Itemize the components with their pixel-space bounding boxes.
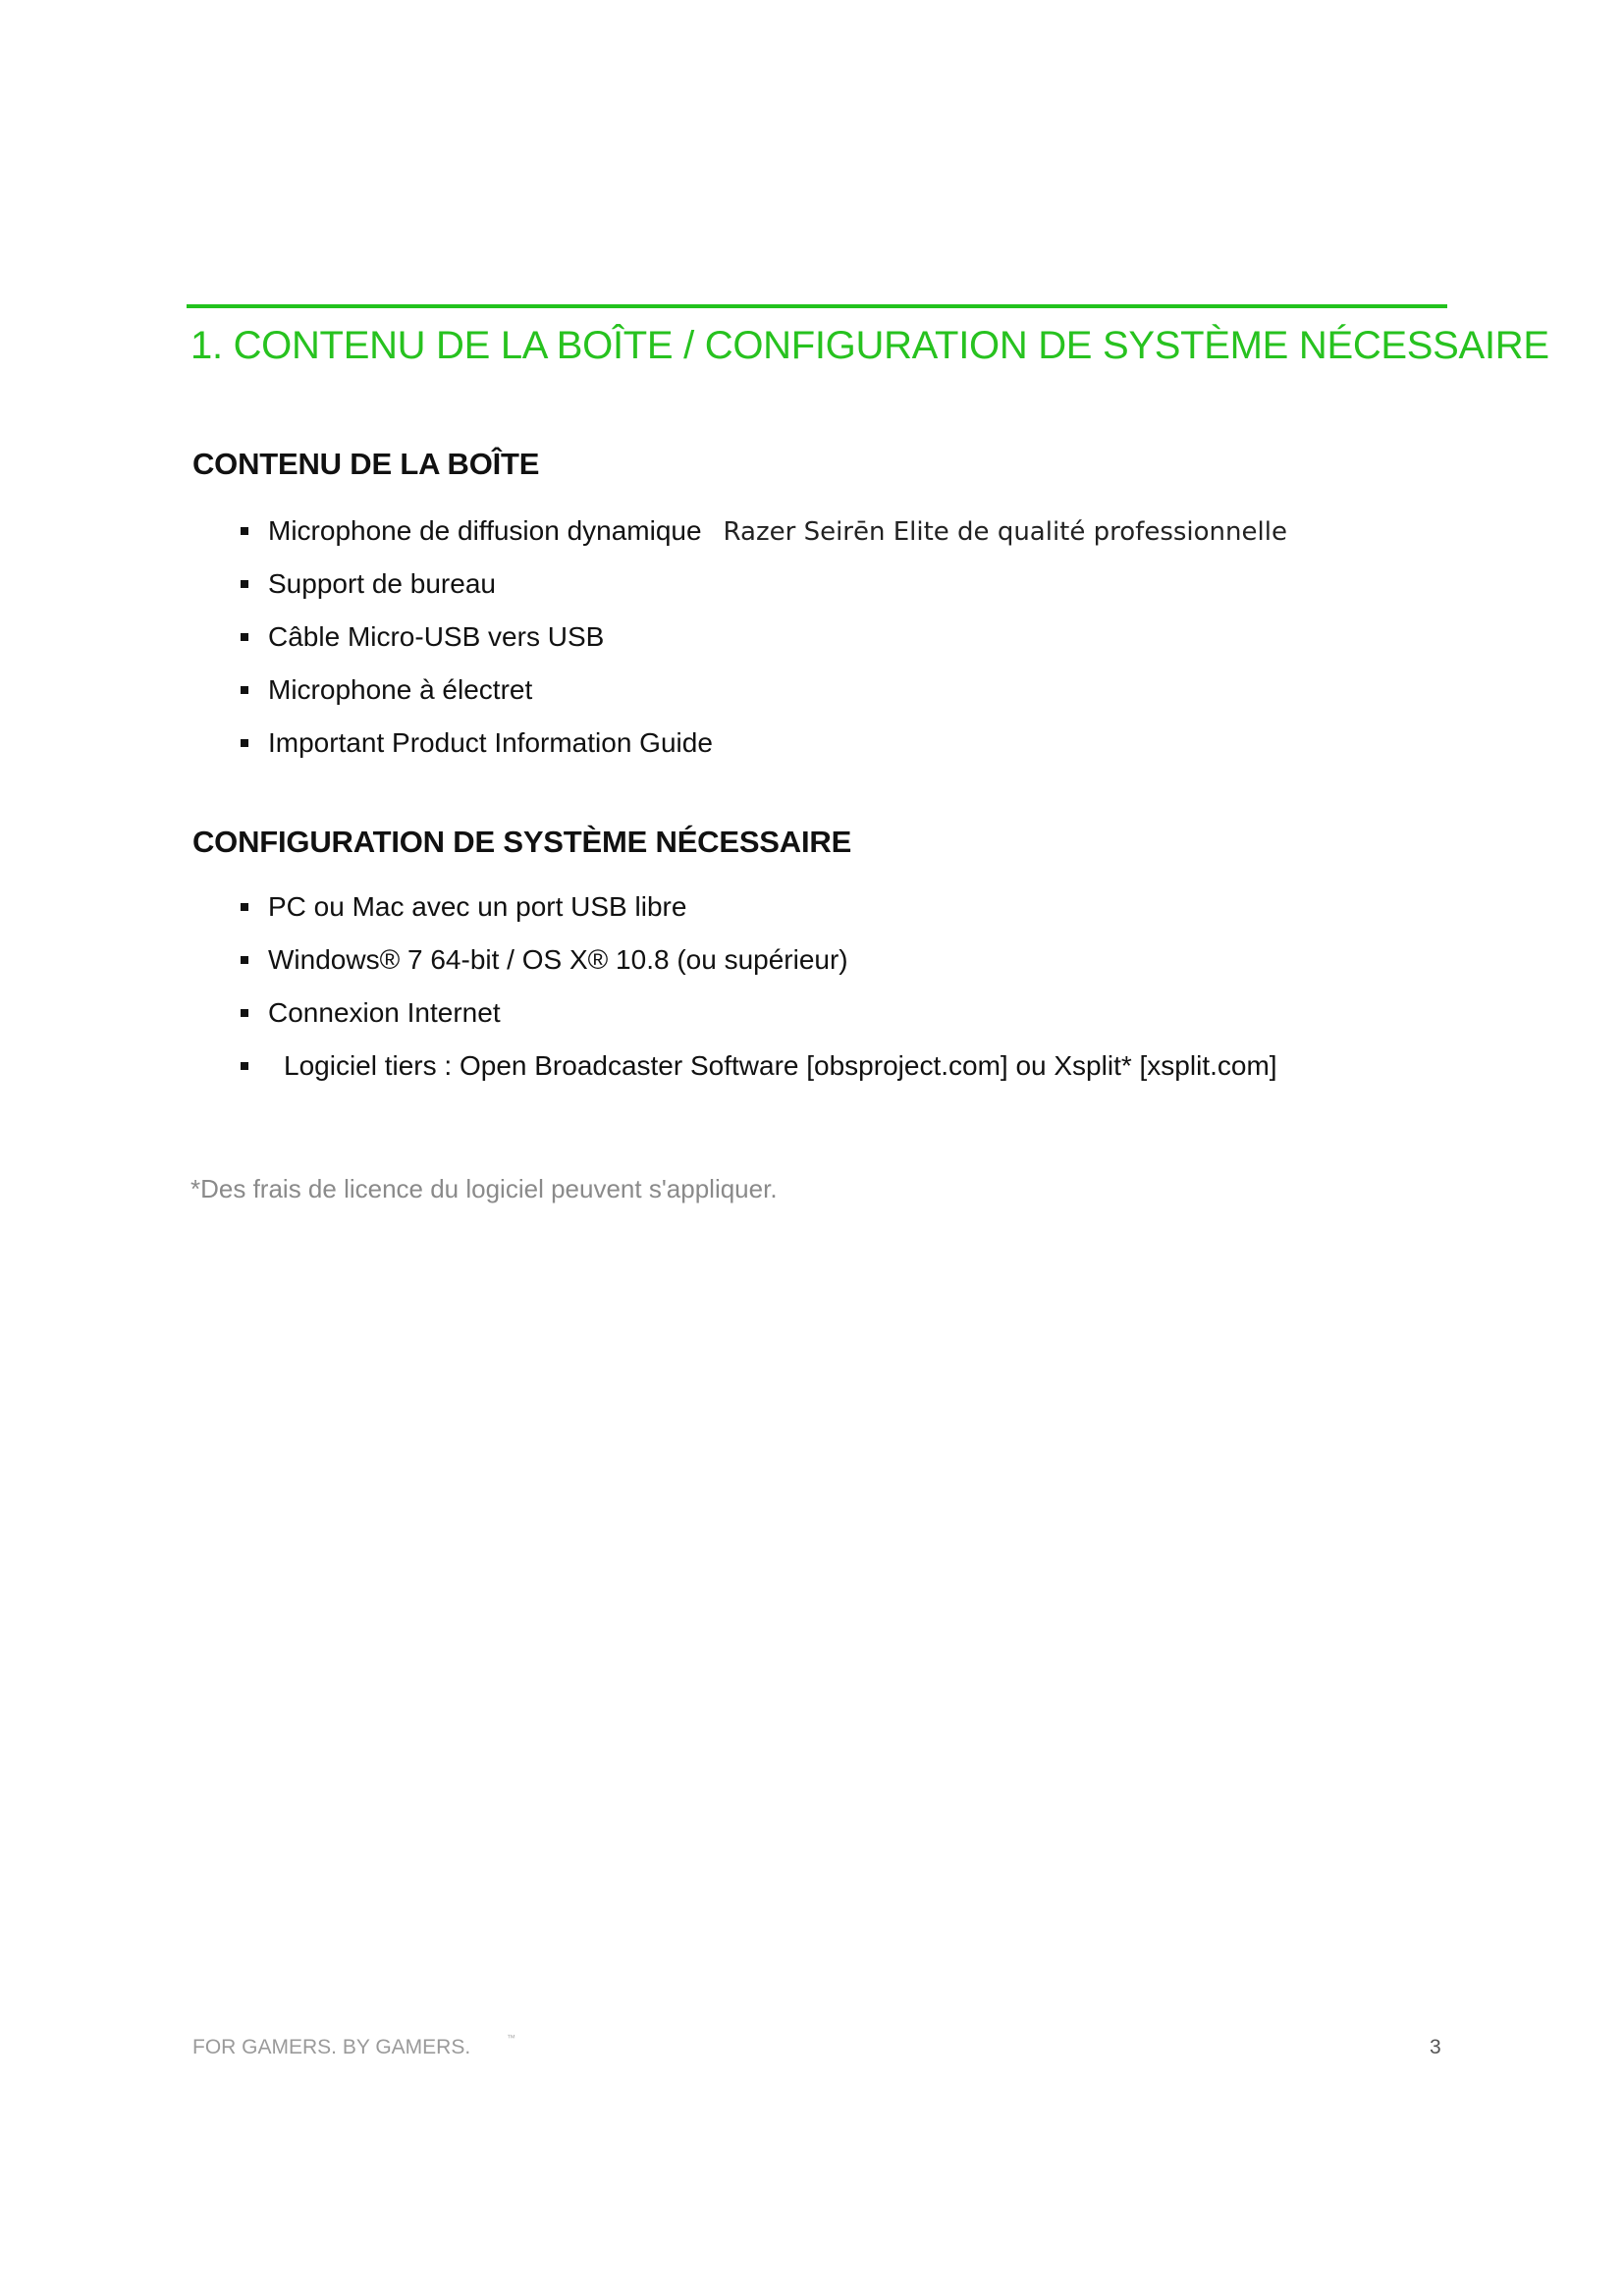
title-rule — [187, 304, 1447, 308]
page-title: 1. CONTENU DE LA BOÎTE / CONFIGURATION DE SYSTÈME NÉCESSAIRE — [190, 324, 1549, 367]
list-item-text: Microphone à électret — [268, 674, 533, 705]
list-item-text: PC ou Mac avec un port USB libre — [268, 891, 687, 922]
bullet-icon — [241, 1009, 248, 1017]
product-name-text: Razer Seirēn Elite de qualité professionnelle — [723, 517, 1287, 547]
page-number: 3 — [1430, 2036, 1441, 2058]
list-item-text: Logiciel tiers : Open Broadcaster Software [obsproject.com] ou Xsplit* [xsplit.com] — [284, 1050, 1277, 1081]
list-item-text: Important Product Information Guide — [268, 727, 713, 758]
footer-tagline: FOR GAMERS. BY GAMERS. — [192, 2036, 471, 2058]
trademark-symbol: ™ — [507, 2033, 515, 2043]
list-item-text: Connexion Internet — [268, 997, 501, 1028]
list-item-text: Support de bureau — [268, 568, 496, 599]
list-item-text: Câble Micro-USB vers USB — [268, 621, 605, 652]
bullet-icon — [241, 686, 248, 694]
bullet-icon — [241, 580, 248, 588]
bullet-icon — [241, 527, 248, 535]
bullet-icon — [241, 1062, 248, 1070]
system-requirements-heading: CONFIGURATION DE SYSTÈME NÉCESSAIRE — [192, 825, 852, 859]
bullet-icon — [241, 739, 248, 747]
bullet-icon — [241, 956, 248, 964]
list-item-text: Windows® 7 64-bit / OS X® 10.8 (ou supérieur) — [268, 944, 848, 975]
bullet-icon — [241, 633, 248, 641]
bullet-icon — [241, 903, 248, 911]
license-footnote: *Des frais de licence du logiciel peuvent s'appliquer. — [190, 1174, 778, 1203]
box-contents-heading: CONTENU DE LA BOÎTE — [192, 447, 540, 481]
list-item-text: Microphone de diffusion dynamique — [268, 515, 702, 546]
